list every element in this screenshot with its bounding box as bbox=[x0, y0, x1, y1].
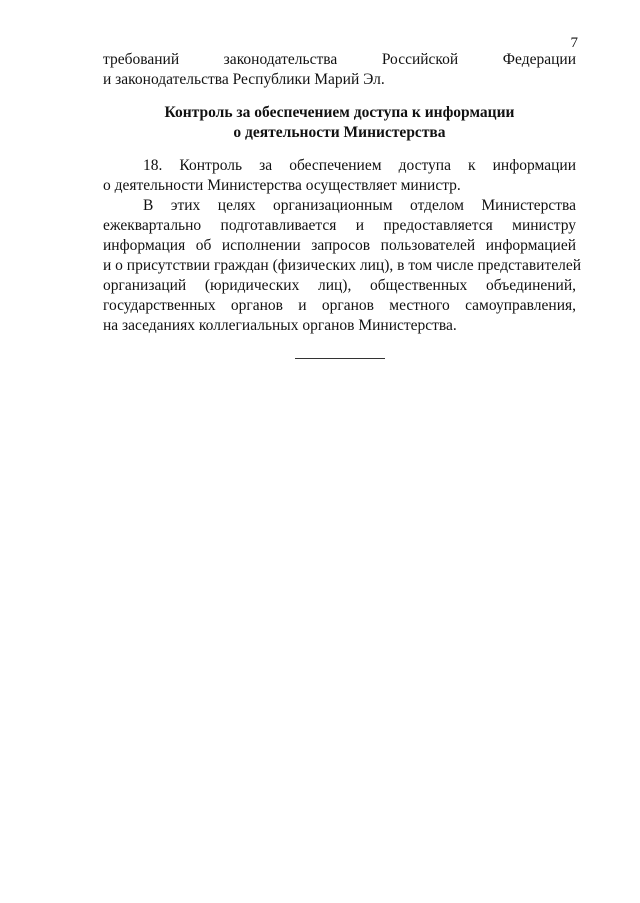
end-separator-line bbox=[295, 358, 385, 359]
text-line: ежеквартально подготавливается и предоставляется министру bbox=[103, 217, 576, 234]
text-line: В этих целях организационным отделом Министерства bbox=[143, 197, 576, 214]
text-line: требований законодательства Российской Федерации bbox=[103, 51, 576, 68]
text-line: 18. Контроль за обеспечением доступа к информации bbox=[143, 157, 576, 174]
page-number: 7 bbox=[570, 35, 578, 51]
text-line: на заседаниях коллегиальных органов Министерства. bbox=[103, 317, 457, 334]
heading-line: Контроль за обеспечением доступа к информации bbox=[164, 104, 515, 121]
text-line: и о присутствии граждан (физических лиц), в том числе представителей bbox=[103, 257, 582, 274]
text-line: государственных органов и органов местного самоуправления, bbox=[103, 297, 576, 314]
text-line: организаций (юридических лиц), общественных объединений, bbox=[103, 277, 576, 294]
text-line: о деятельности Министерства осуществляет министр. bbox=[103, 177, 461, 194]
text-line: информация об исполнении запросов пользователей информацией bbox=[103, 237, 576, 254]
text-line: и законодательства Республики Марий Эл. bbox=[103, 71, 385, 88]
heading-line: о деятельности Министерства bbox=[233, 124, 446, 141]
